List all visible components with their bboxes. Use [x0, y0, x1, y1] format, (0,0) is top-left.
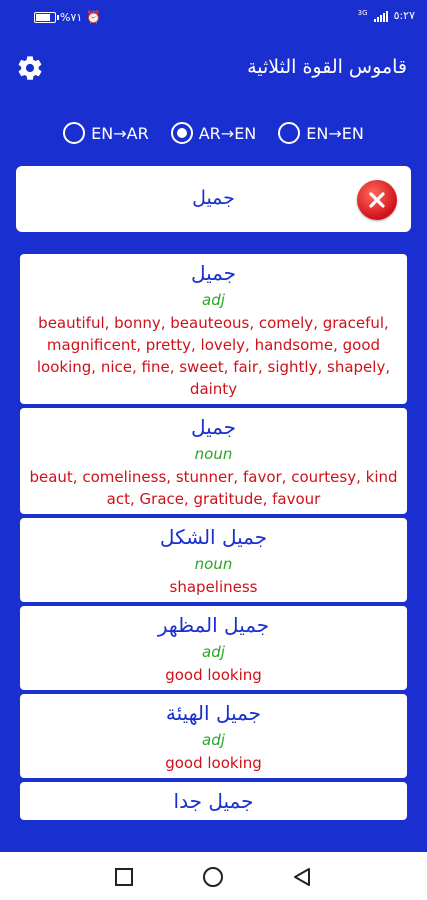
result-card[interactable] [20, 694, 407, 778]
result-word: جميل المظهر [157, 613, 270, 637]
results-list[interactable] [20, 254, 407, 842]
circle-icon[interactable] [202, 866, 224, 888]
app-bar [0, 34, 427, 106]
mode-en-en[interactable] [278, 118, 364, 148]
system-nav-bar [0, 852, 427, 900]
radio-circle-icon[interactable] [63, 122, 85, 144]
radio-circle-icon[interactable] [278, 122, 300, 144]
status-time: ٥:٢٧ [393, 9, 415, 22]
triangle-back-icon[interactable] [291, 866, 313, 888]
result-card[interactable] [20, 782, 407, 820]
result-translation: good looking [165, 754, 262, 772]
result-word: جميل الشكل [159, 525, 268, 549]
result-pos: adj [202, 731, 225, 749]
search-input[interactable] [96, 180, 331, 216]
result-word: جميل [190, 415, 237, 439]
mode-en-ar[interactable] [63, 118, 149, 148]
result-translation: beautiful, bonny, beauteous, comely, graceful, magnificent, pretty, lovely, handsome, good looking, nice, fine, sweet, fair, sightly, shapely, dainty [36, 314, 391, 398]
result-translation: shapeliness [169, 578, 258, 596]
battery-percent: %۷۱ [60, 10, 83, 24]
result-translation: beaut, comeliness, stunner, favor, courtesy, kind act, Grace, gratitude, favour [29, 468, 398, 508]
clear-button[interactable] [357, 180, 397, 220]
result-pos: adj [202, 291, 225, 309]
result-pos: noun [194, 445, 233, 463]
network-type: 3G [357, 9, 368, 17]
result-pos: noun [194, 555, 233, 573]
signal-icon [374, 11, 388, 22]
result-word: جميل جدا [173, 789, 254, 813]
result-card[interactable] [20, 606, 407, 690]
radio-selected-icon[interactable] [171, 122, 193, 144]
status-left [34, 10, 101, 24]
result-card[interactable] [20, 254, 407, 404]
gear-icon[interactable] [16, 54, 44, 82]
close-icon [368, 191, 386, 209]
status-bar [0, 0, 427, 34]
battery-icon [34, 12, 56, 23]
mode-ar-en[interactable] [171, 118, 257, 148]
direction-selector [0, 118, 427, 148]
result-card[interactable] [20, 408, 407, 514]
mode-label: AR→EN [198, 123, 257, 143]
mode-label: EN→EN [306, 123, 364, 143]
result-word: جميل [190, 261, 237, 285]
app-title: قاموس القوة الثلاثية [247, 56, 407, 78]
alarm-icon: ⏰ [86, 10, 102, 24]
result-translation: good looking [165, 666, 262, 684]
result-word: جميل الهيئة [165, 701, 262, 725]
mode-label: EN→AR [91, 123, 149, 143]
result-pos: adj [202, 643, 225, 661]
search-box [16, 166, 411, 232]
status-right [358, 9, 415, 22]
square-icon[interactable] [113, 866, 135, 888]
result-card[interactable] [20, 518, 407, 602]
